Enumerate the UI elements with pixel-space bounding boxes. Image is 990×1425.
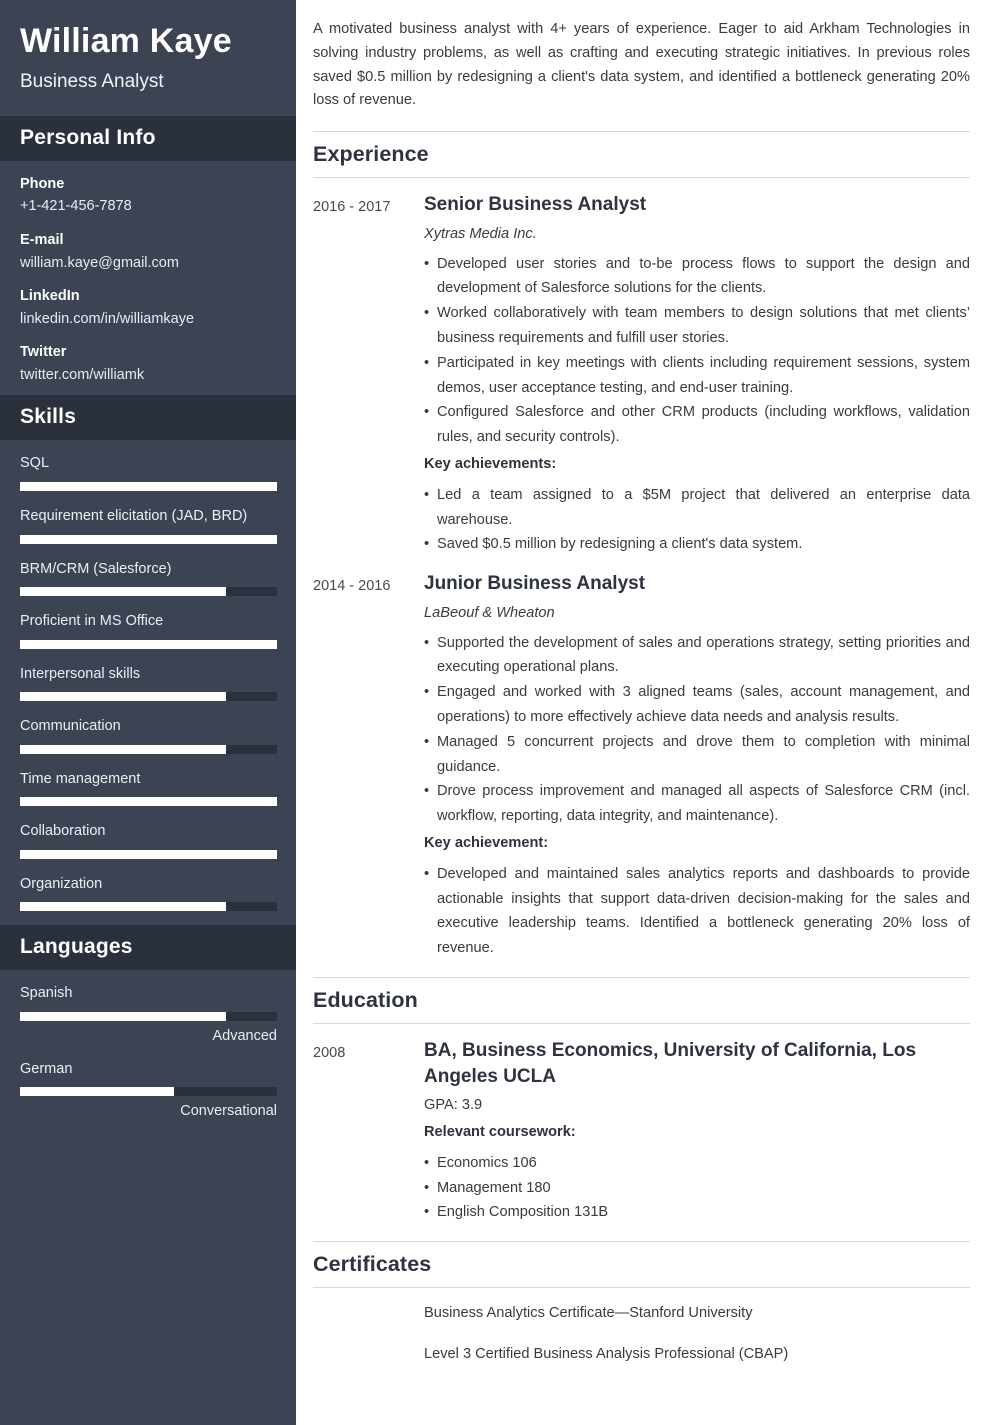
contact-item <box>20 343 276 385</box>
entry-body <box>424 1038 970 1225</box>
coursework-item: • Economics 106 <box>424 1151 970 1176</box>
skill-level-fill <box>20 745 226 754</box>
key-achievements-label: Key achievement: <box>424 835 549 851</box>
key-achievement-list <box>424 862 970 961</box>
languages-heading: Languages <box>0 925 296 970</box>
experience-entries <box>313 192 970 961</box>
contact-item <box>20 287 276 329</box>
contact-label: Phone <box>20 175 65 192</box>
contact-value[interactable]: +1-421-456-7878 <box>20 198 132 215</box>
skill-name: Communication <box>20 718 121 735</box>
main-content <box>296 0 990 1425</box>
key-achievement-item: • Saved $0.5 million by redesigning a client's data system. <box>424 532 970 557</box>
key-achievements-label: Key achievements: <box>424 455 557 472</box>
contact-value[interactable]: twitter.com/williamk <box>20 366 145 383</box>
education-entries <box>313 1038 970 1225</box>
key-achievement-item: • Developed and maintained sales analytics reports and dashboards to provide actionable insights that support data-driven decision-making for the sales and executive leadership teams. Identified a bottleneck generating 20% loss of revenue. <box>424 862 970 961</box>
coursework-item: • English Composition 131B <box>424 1200 970 1225</box>
skill-name: Collaboration <box>20 823 106 840</box>
skill-name: SQL <box>20 455 50 472</box>
entry-body <box>424 192 970 557</box>
responsibility-item: • Supported the development of sales and operations strategy, setting priorities and executing operational plans. <box>424 631 970 681</box>
skill-item <box>20 560 276 597</box>
language-name: German <box>20 1060 73 1077</box>
skill-item <box>20 875 276 912</box>
language-item <box>20 984 276 1045</box>
skill-level-fill <box>20 692 226 701</box>
skill-item <box>20 612 276 649</box>
entry-date: 2016 - 2017 <box>313 199 391 215</box>
skill-level-bar <box>20 1087 277 1096</box>
responsibility-item: • Worked collaboratively with team members to design solutions that met clients’ business requirements and fulfill user stories. <box>424 301 970 351</box>
skill-level-bar <box>20 745 277 754</box>
skill-level-fill <box>20 640 277 649</box>
skills-heading: Skills <box>0 395 296 440</box>
skill-level-bar <box>20 482 277 491</box>
skill-level-fill <box>20 482 277 491</box>
company-name: LaBeouf & Wheaton <box>424 604 555 621</box>
responsibility-item: • Developed user stories and to-be process flows to support the design and development of Salesforce solutions for the clients. <box>424 252 970 302</box>
education-section-title: Education <box>313 977 970 1024</box>
language-item <box>20 1060 276 1121</box>
entry-body <box>424 571 970 961</box>
professional-summary: A motivated business analyst with 4+ years of experience. Eager to aid Arkham Technologies in solving industry problems, as well as crafting and executing strategic initiatives. In previous roles saved $0.5 million by redesigning a client's data system, and identified a bottleneck generating 20% loss of revenue. <box>313 21 970 109</box>
skill-level-bar <box>20 587 277 596</box>
responsibility-item: • Drove process improvement and managed all aspects of Salesforce CRM (incl. workflow, reporting, data integrity, and maintenance). <box>424 779 970 829</box>
experience-entry <box>313 192 970 557</box>
language-name: Spanish <box>20 985 73 1002</box>
skill-item <box>20 454 276 491</box>
skill-item <box>20 770 276 807</box>
skill-level-fill <box>20 535 277 544</box>
company-name: Xytras Media Inc. <box>424 225 537 242</box>
degree-title: BA, Business Economics, University of California, Los Angeles UCLA <box>424 1039 917 1087</box>
skill-level-bar <box>20 692 277 701</box>
candidate-name: William Kaye <box>20 22 232 60</box>
skills-list <box>0 440 296 925</box>
skill-level-bar <box>20 850 277 859</box>
contact-item <box>20 175 276 217</box>
skill-level-fill <box>20 850 277 859</box>
skill-name: Interpersonal skills <box>20 665 141 682</box>
key-achievement-list <box>424 483 970 557</box>
name-block <box>0 0 296 116</box>
skill-item <box>20 665 276 702</box>
candidate-job-title: Business Analyst <box>20 71 164 93</box>
languages-list <box>0 970 296 1141</box>
experience-section-title: Experience <box>313 131 970 178</box>
contact-value[interactable]: linkedin.com/in/williamkaye <box>20 310 195 327</box>
skill-level-fill <box>20 902 226 911</box>
coursework-list <box>424 1151 970 1225</box>
gpa-value: GPA: 3.9 <box>424 1097 483 1114</box>
job-title: Senior Business Analyst <box>424 194 647 215</box>
education-entry <box>313 1038 970 1225</box>
coursework-label: Relevant coursework: <box>424 1123 576 1140</box>
personal-info-heading: Personal Info <box>0 116 296 161</box>
certificate-item: Level 3 Certified Business Analysis Professional (CBAP) <box>424 1346 789 1363</box>
skill-level-bar <box>20 902 277 911</box>
coursework-item: • Management 180 <box>424 1176 970 1201</box>
skill-name: Requirement elicitation (JAD, BRD) <box>20 507 248 524</box>
skill-level-bar <box>20 1012 277 1021</box>
certificate-item: Business Analytics Certificate—Stanford University <box>424 1305 753 1321</box>
responsibility-item: • Participated in key meetings with clients including requirement sessions, system demos, user acceptance testing, and end-user training. <box>424 351 970 401</box>
sidebar <box>0 0 296 1425</box>
experience-entry <box>313 571 970 961</box>
skill-name: Time management <box>20 770 141 787</box>
contact-value[interactable]: william.kaye@gmail.com <box>20 254 179 271</box>
language-proficiency: Advanced <box>212 1028 277 1045</box>
certificates-list <box>313 1302 970 1367</box>
responsibility-list <box>424 631 970 829</box>
skill-level-bar <box>20 535 277 544</box>
contact-item <box>20 231 276 273</box>
contact-label: Twitter <box>20 344 67 361</box>
entry-date: 2014 - 2016 <box>313 578 391 595</box>
education-section <box>313 977 970 1225</box>
skill-level-fill <box>20 587 226 596</box>
skill-name: Proficient in MS Office <box>20 613 164 630</box>
responsibility-item: • Managed 5 concurrent projects and drove them to completion with minimal guidance. <box>424 730 970 780</box>
skill-level-fill <box>20 797 277 806</box>
personal-info-list <box>0 161 296 396</box>
key-achievement-item: • Led a team assigned to a $5M project that delivered an enterprise data warehouse. <box>424 483 970 533</box>
contact-label: LinkedIn <box>20 288 80 305</box>
certificates-section-title: Certificates <box>313 1241 970 1288</box>
contact-label: E-mail <box>20 232 64 249</box>
language-proficiency: Conversational <box>180 1103 277 1120</box>
responsibility-item: • Configured Salesforce and other CRM products (including workflows, validation rules, and security controls). <box>424 400 970 450</box>
skill-level-fill <box>20 1087 174 1096</box>
responsibility-list <box>424 252 970 450</box>
entry-date: 2008 <box>313 1044 346 1061</box>
certificates-section <box>313 1241 970 1367</box>
skill-name: BRM/CRM (Salesforce) <box>20 560 172 577</box>
skill-item <box>20 717 276 754</box>
skill-level-bar <box>20 640 277 649</box>
experience-section <box>313 131 970 961</box>
skill-item <box>20 507 276 544</box>
job-title: Junior Business Analyst <box>424 573 646 595</box>
skill-name: Organization <box>20 875 103 892</box>
responsibility-item: • Engaged and worked with 3 aligned teams (sales, account management, and operations) to more effectively achieve data needs and analysis results. <box>424 680 970 730</box>
skill-level-fill <box>20 1012 226 1021</box>
skill-item <box>20 822 276 859</box>
skill-level-bar <box>20 797 277 806</box>
